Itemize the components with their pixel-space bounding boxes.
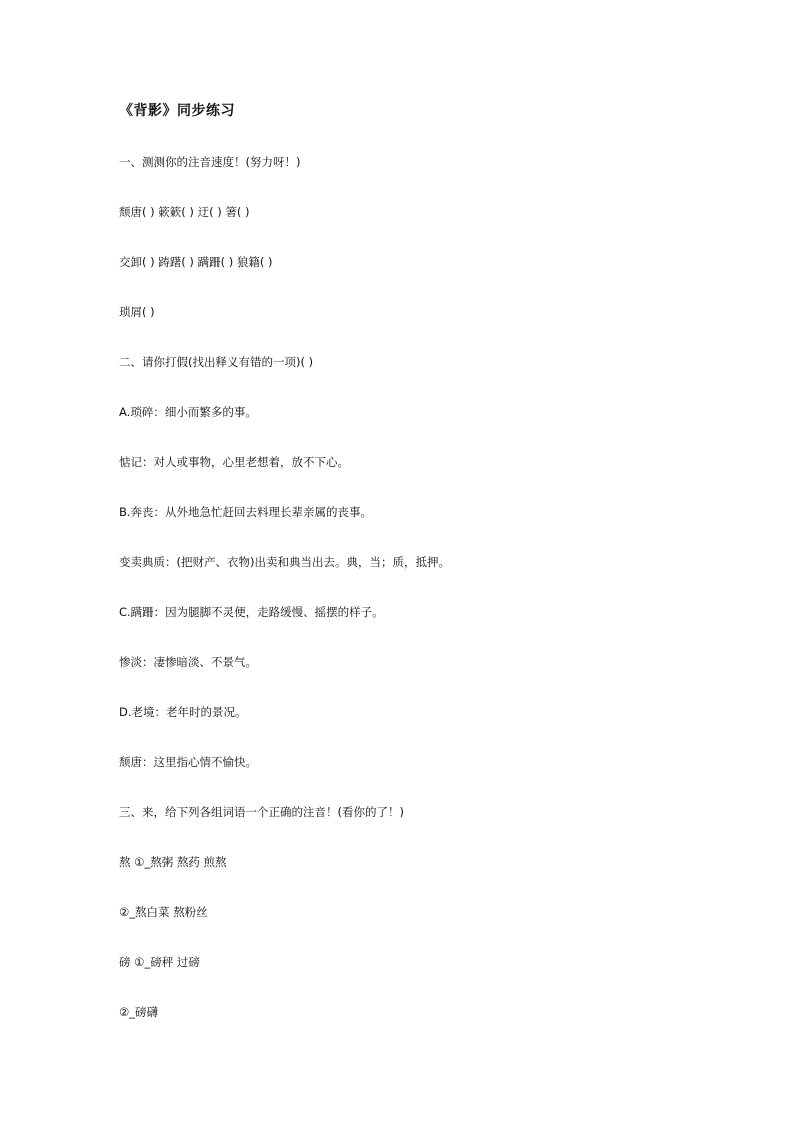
option-a-line-1: A.琐碎：细小而繁多的事。 bbox=[119, 405, 257, 419]
option-c-line-2: 惨淡：凄惨暗淡、不景气。 bbox=[119, 655, 257, 669]
option-b-line-2: 变卖典质：(把财产、衣物)出卖和典当出去。典，当；质，抵押。 bbox=[119, 555, 450, 569]
word-group-ao-1: 熬 ①_熬粥 熬药 煎熬 bbox=[119, 855, 227, 869]
word-group-bang-2: ②_磅礴 bbox=[119, 1005, 159, 1019]
option-c-line-1: C.蹒跚：因为腿脚不灵便，走路缓慢、摇摆的样子。 bbox=[119, 605, 384, 619]
word-group-ao-2: ②_熬白菜 熬粉丝 bbox=[119, 905, 208, 919]
word-group-bang-1: 磅 ①_磅秤 过磅 bbox=[119, 955, 200, 969]
option-d-line-1: D.老境：老年时的景况。 bbox=[119, 705, 247, 719]
section-2-heading: 二、请你打假(找出释义有错的一项)( ) bbox=[119, 355, 314, 369]
option-d-line-2: 颓唐：这里指心情不愉快。 bbox=[119, 755, 257, 769]
option-a-line-2: 惦记：对人或事物，心里老想着，放不下心。 bbox=[119, 455, 349, 469]
pinyin-row-2: 交卸( ) 踌躇( ) 蹒跚( ) 狼籍( ) bbox=[119, 255, 273, 269]
section-3-heading: 三、来，给下列各组词语一个正确的注音！(看你的了！) bbox=[119, 805, 404, 819]
pinyin-row-1: 颓唐( ) 簌簌( ) 迂( ) 箸( ) bbox=[119, 205, 250, 219]
pinyin-row-3: 琐屑( ) bbox=[119, 305, 155, 319]
document-title: 《背影》同步练习 bbox=[119, 103, 235, 119]
section-1-heading: 一、测测你的注音速度！(努力呀！) bbox=[119, 155, 301, 169]
option-b-line-1: B.奔丧：从外地急忙赶回去料理长辈亲属的丧事。 bbox=[119, 505, 373, 519]
